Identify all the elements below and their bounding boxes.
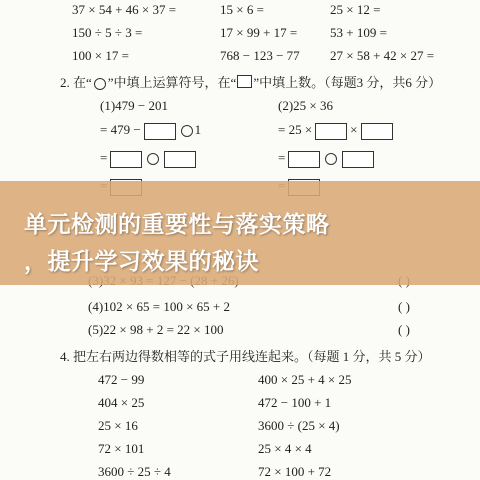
operator-circle[interactable]: [325, 153, 337, 165]
section-2-heading-prefix: 2. 在“: [60, 75, 92, 90]
section-2-heading: [60, 72, 441, 91]
answer-box[interactable]: [110, 151, 142, 168]
match-right-2[interactable]: 472 − 100 + 1: [258, 395, 332, 410]
top-row-3-col-2: 768 − 123 − 77: [220, 48, 300, 63]
section-4-heading: 4. 把左右两边得数相等的式子用线连起来。（每题 1 分，共 5 分）: [60, 349, 431, 364]
top-row-2-col-1: 150 ÷ 5 ÷ 3 =: [72, 25, 143, 40]
match-right-1[interactable]: 400 × 25 + 4 × 25: [258, 372, 352, 387]
banner-title-line-2: ，提升学习效果的秘诀: [24, 249, 259, 275]
answer-box[interactable]: [164, 151, 196, 168]
top-row-3-col-1: 100 × 17 =: [72, 48, 129, 63]
match-left-2[interactable]: 404 × 25: [98, 395, 145, 410]
problem-1-label: (1)479 − 201: [100, 98, 168, 113]
problem-1-step-1-prefix: = 479 −: [100, 122, 141, 137]
match-left-3[interactable]: 25 × 16: [98, 418, 138, 433]
times-sign: ×: [350, 122, 358, 137]
answer-box[interactable]: [288, 151, 320, 168]
answer-box[interactable]: [361, 123, 393, 140]
problem-1-step-2: [100, 150, 199, 168]
problem-2-step-1-prefix: = 25 ×: [278, 122, 313, 137]
circle-symbol-icon: [94, 78, 106, 90]
judge-paren-4[interactable]: ( ): [398, 299, 410, 314]
problem-2-step-2: [278, 150, 377, 168]
top-row-2-col-2: 17 × 99 + 17 =: [220, 25, 298, 40]
problem-2-step-1: [278, 122, 396, 140]
answer-box[interactable]: [342, 151, 374, 168]
section-2-heading-suffix: ”中填上数。（每题3 分，共6 分）: [253, 75, 442, 90]
answer-box[interactable]: [144, 123, 176, 140]
square-symbol-icon: [237, 75, 252, 88]
top-row-3-col-3: 27 × 58 + 42 × 27 =: [330, 48, 435, 63]
problem-2-label: (2)25 × 36: [278, 98, 333, 113]
problem-1-step-1-suffix: 1: [194, 122, 202, 137]
banner-title-line-1: 单元检测的重要性与落实策略: [24, 212, 330, 238]
top-row-2-col-3: 53 + 109 =: [330, 25, 387, 40]
section-2-heading-mid: ”中填上运算符号，在“: [107, 75, 237, 90]
problem-2-step-2-prefix: =: [278, 150, 286, 165]
top-row-1-col-2: 15 × 6 =: [220, 2, 264, 17]
judge-row-4: (4)102 × 65 = 100 × 65 + 2: [88, 299, 230, 314]
match-left-4[interactable]: 72 × 101: [98, 441, 145, 456]
match-left-5[interactable]: 3600 ÷ 25 ÷ 4: [98, 464, 171, 479]
operator-circle[interactable]: [181, 125, 193, 137]
top-row-1-col-1: 37 × 54 + 46 × 37 =: [72, 2, 177, 17]
top-row-1-col-3: 25 × 12 =: [330, 2, 381, 17]
problem-1-step-1: [100, 122, 201, 140]
problem-1-step-2-prefix: =: [100, 150, 108, 165]
match-right-4[interactable]: 25 × 4 × 4: [258, 441, 312, 456]
answer-box[interactable]: [315, 123, 347, 140]
operator-circle[interactable]: [147, 153, 159, 165]
match-right-5[interactable]: 72 × 100 + 72: [258, 464, 332, 479]
match-right-3[interactable]: 3600 ÷ (25 × 4): [258, 418, 340, 433]
judge-row-5: (5)22 × 98 + 2 = 22 × 100: [88, 322, 224, 337]
judge-paren-5[interactable]: ( ): [398, 322, 410, 337]
match-left-1[interactable]: 472 − 99: [98, 372, 145, 387]
